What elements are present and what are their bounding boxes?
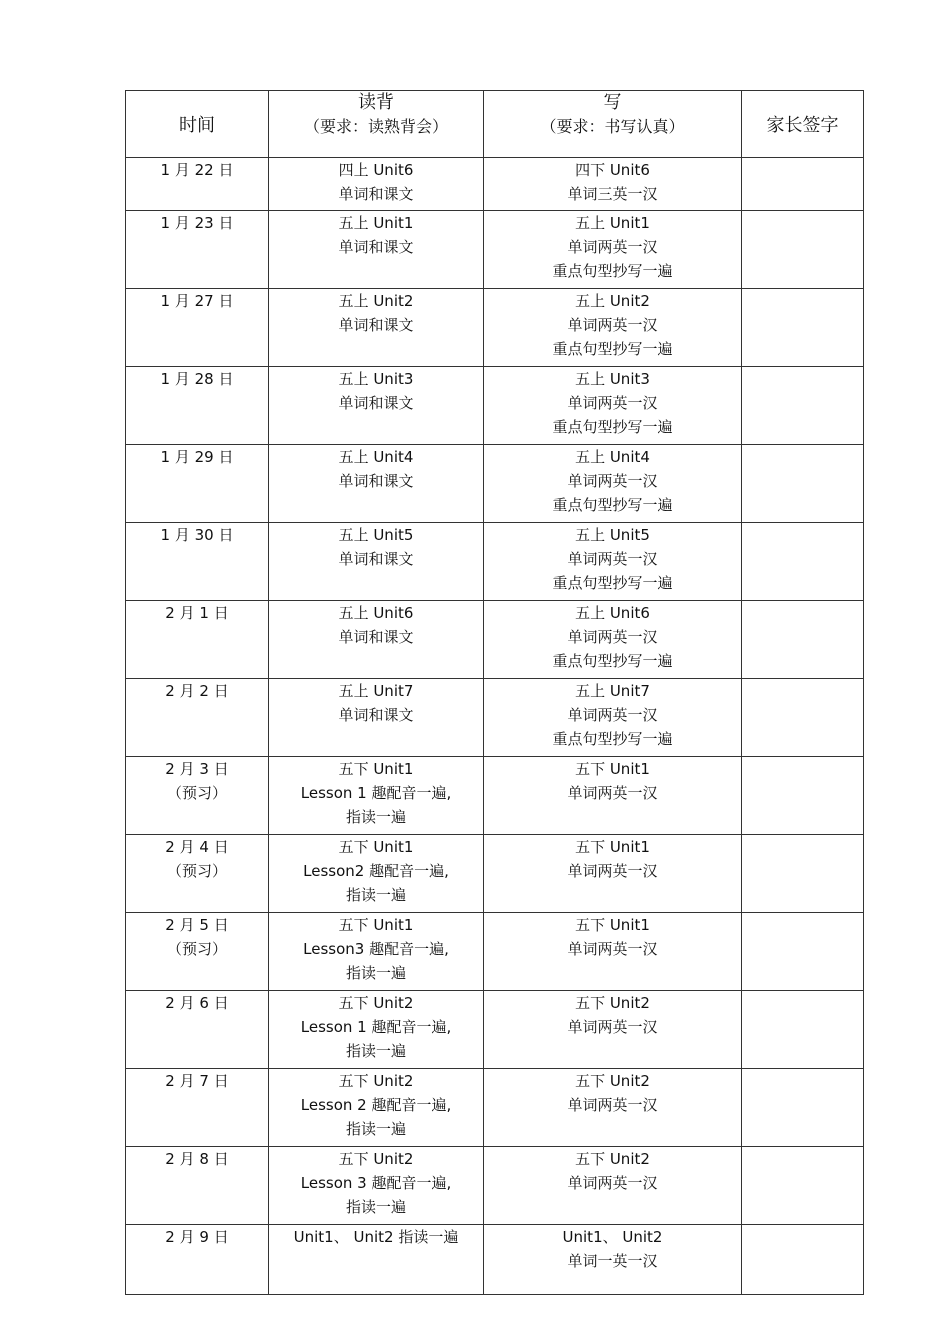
read-line: Unit1、 Unit2 指读一遍 — [293, 1228, 459, 1246]
write-cell — [484, 913, 742, 991]
table-row — [126, 1069, 864, 1147]
parent-signature-cell[interactable] — [742, 1069, 864, 1147]
parent-signature-cell[interactable] — [742, 1225, 864, 1295]
table-row — [126, 601, 864, 679]
date-cell — [126, 289, 269, 367]
write-line: 五上 Unit4 — [575, 448, 650, 466]
parent-signature-cell[interactable] — [742, 445, 864, 523]
date-cell — [126, 679, 269, 757]
write-line: 单词两英一汉 — [567, 706, 658, 724]
read-cell — [269, 1147, 484, 1225]
header-write-title: 写 — [603, 92, 622, 113]
read-line: 五下 Unit1 — [338, 760, 414, 778]
read-line: 指读一遍 — [345, 1120, 406, 1138]
write-cell — [484, 367, 742, 445]
write-line: 重点句型抄写一遍 — [552, 418, 673, 436]
read-cell — [269, 158, 484, 211]
date-cell — [126, 445, 269, 523]
write-line: 重点句型抄写一遍 — [552, 496, 673, 514]
read-line: 五上 Unit2 — [338, 292, 414, 310]
write-line: 重点句型抄写一遍 — [552, 340, 673, 358]
write-line: 重点句型抄写一遍 — [552, 262, 673, 280]
parent-signature-cell[interactable] — [742, 289, 864, 367]
date-text: 2 月 7 日 — [165, 1072, 229, 1090]
write-cell — [484, 523, 742, 601]
write-line: 单词两英一汉 — [567, 238, 658, 256]
date-text: 2 月 1 日 — [165, 604, 229, 622]
table-row — [126, 367, 864, 445]
read-line: 单词和课文 — [338, 316, 414, 334]
header-write — [484, 91, 742, 158]
read-line: 五上 Unit5 — [338, 526, 414, 544]
write-line: 单词一英一汉 — [567, 1252, 658, 1270]
read-line: 单词和课文 — [338, 706, 414, 724]
read-line: 单词和课文 — [338, 472, 414, 490]
header-read-title: 读背 — [358, 92, 394, 113]
table-row — [126, 211, 864, 289]
write-line: 单词两英一汉 — [567, 316, 658, 334]
write-line: 五下 Unit1 — [575, 760, 650, 778]
read-line: 四上 Unit6 — [338, 161, 414, 179]
read-cell — [269, 601, 484, 679]
read-cell — [269, 913, 484, 991]
write-line: 五下 Unit2 — [575, 1072, 650, 1090]
write-line: 单词两英一汉 — [567, 1018, 658, 1036]
table-row — [126, 289, 864, 367]
read-cell — [269, 445, 484, 523]
header-row — [126, 91, 864, 158]
date-cell — [126, 367, 269, 445]
write-line: 五上 Unit6 — [575, 604, 650, 622]
read-line: 五下 Unit1 — [338, 838, 414, 856]
write-cell — [484, 757, 742, 835]
date-cell — [126, 601, 269, 679]
read-line: 五下 Unit2 — [338, 1072, 414, 1090]
read-cell — [269, 1225, 484, 1295]
table-row — [126, 757, 864, 835]
date-text: 1 月 22 日 — [160, 161, 234, 179]
parent-signature-cell[interactable] — [742, 367, 864, 445]
read-line: 指读一遍 — [345, 808, 406, 826]
write-line: 单词两英一汉 — [567, 1096, 658, 1114]
write-cell — [484, 835, 742, 913]
table-row — [126, 445, 864, 523]
read-line: 五下 Unit1 — [338, 916, 414, 934]
read-cell — [269, 991, 484, 1069]
write-line: 五下 Unit1 — [575, 838, 650, 856]
read-line: Lesson 3 趣配音一遍, — [300, 1174, 452, 1192]
table-row — [126, 835, 864, 913]
read-line: 单词和课文 — [338, 628, 414, 646]
date-text: 1 月 23 日 — [160, 214, 234, 232]
parent-signature-cell[interactable] — [742, 913, 864, 991]
read-line: Lesson2 趣配音一遍, — [303, 862, 449, 880]
date-cell — [126, 1069, 269, 1147]
read-line: 单词和课文 — [338, 185, 414, 203]
date-cell — [126, 913, 269, 991]
read-cell — [269, 523, 484, 601]
write-line: 五下 Unit2 — [575, 1150, 650, 1168]
date-cell — [126, 835, 269, 913]
write-cell — [484, 679, 742, 757]
read-cell — [269, 289, 484, 367]
write-line: 重点句型抄写一遍 — [552, 730, 673, 748]
parent-signature-cell[interactable] — [742, 835, 864, 913]
date-text: 1 月 27 日 — [160, 292, 234, 310]
date-text: 2 月 4 日 — [165, 838, 229, 856]
date-cell — [126, 1147, 269, 1225]
write-cell — [484, 289, 742, 367]
parent-signature-cell[interactable] — [742, 679, 864, 757]
parent-signature-cell[interactable] — [742, 991, 864, 1069]
header-read-requirement: （要求：读熟背会） — [303, 117, 448, 136]
header-read — [269, 91, 484, 158]
write-cell — [484, 158, 742, 211]
header-write-requirement: （要求：书写认真） — [540, 117, 685, 136]
date-cell — [126, 158, 269, 211]
table-row — [126, 679, 864, 757]
date-text: 2 月 8 日 — [165, 1150, 229, 1168]
table-row — [126, 991, 864, 1069]
schedule-table — [125, 90, 864, 1295]
read-cell — [269, 367, 484, 445]
header-time-label: 时间 — [179, 115, 215, 136]
date-text: 2 月 9 日 — [165, 1228, 229, 1246]
date-cell — [126, 523, 269, 601]
date-text: 1 月 28 日 — [160, 370, 234, 388]
date-cell — [126, 1225, 269, 1295]
parent-signature-cell[interactable] — [742, 757, 864, 835]
read-line: 五上 Unit1 — [338, 214, 414, 232]
header-sign — [742, 91, 864, 158]
read-cell — [269, 757, 484, 835]
read-line: 五上 Unit6 — [338, 604, 414, 622]
header-time — [126, 91, 269, 158]
read-line: Lesson3 趣配音一遍, — [303, 940, 449, 958]
write-cell — [484, 445, 742, 523]
write-cell — [484, 601, 742, 679]
date-cell — [126, 211, 269, 289]
date-text: 2 月 6 日 — [165, 994, 229, 1012]
table-row — [126, 1225, 864, 1295]
write-line: 单词两英一汉 — [567, 784, 658, 802]
write-cell — [484, 1225, 742, 1295]
date-note: （预习） — [166, 862, 227, 880]
read-line: 五上 Unit3 — [338, 370, 414, 388]
read-line: Lesson 1 趣配音一遍, — [300, 1018, 452, 1036]
write-line: 五上 Unit2 — [575, 292, 650, 310]
read-cell — [269, 679, 484, 757]
write-line: 单词两英一汉 — [567, 862, 658, 880]
header-sign-label: 家长签字 — [766, 115, 839, 136]
table-row — [126, 913, 864, 991]
read-line: 指读一遍 — [345, 1042, 406, 1060]
write-cell — [484, 1069, 742, 1147]
date-note: （预习） — [166, 940, 227, 958]
write-line: 五上 Unit5 — [575, 526, 650, 544]
write-line: 五上 Unit7 — [575, 682, 650, 700]
write-line: 五下 Unit2 — [575, 994, 650, 1012]
write-line: 单词两英一汉 — [567, 394, 658, 412]
table-row — [126, 1147, 864, 1225]
table-row — [126, 523, 864, 601]
write-line: 单词两英一汉 — [567, 472, 658, 490]
read-line: 单词和课文 — [338, 238, 414, 256]
write-line: 五上 Unit1 — [575, 214, 650, 232]
date-text: 1 月 29 日 — [160, 448, 234, 466]
parent-signature-cell[interactable] — [742, 158, 864, 211]
write-line: 五下 Unit1 — [575, 916, 650, 934]
write-line: 重点句型抄写一遍 — [552, 652, 673, 670]
date-cell — [126, 991, 269, 1069]
write-line: 单词两英一汉 — [567, 628, 658, 646]
write-line: 单词两英一汉 — [567, 550, 658, 568]
write-line: 五上 Unit3 — [575, 370, 650, 388]
parent-signature-cell[interactable] — [742, 211, 864, 289]
read-line: 五上 Unit7 — [338, 682, 414, 700]
parent-signature-cell[interactable] — [742, 523, 864, 601]
read-line: Lesson 2 趣配音一遍, — [300, 1096, 452, 1114]
read-line: 五上 Unit4 — [338, 448, 414, 466]
read-line: 五下 Unit2 — [338, 1150, 414, 1168]
parent-signature-cell[interactable] — [742, 601, 864, 679]
read-line: 指读一遍 — [345, 964, 406, 982]
read-line: 五下 Unit2 — [338, 994, 414, 1012]
write-line: 单词两英一汉 — [567, 940, 658, 958]
date-text: 1 月 30 日 — [160, 526, 234, 544]
write-cell — [484, 211, 742, 289]
write-cell — [484, 1147, 742, 1225]
write-line: 四下 Unit6 — [575, 161, 650, 179]
read-cell — [269, 1069, 484, 1147]
read-cell — [269, 211, 484, 289]
write-line: 单词两英一汉 — [567, 1174, 658, 1192]
date-note: （预习） — [166, 784, 227, 802]
read-line: 指读一遍 — [345, 1198, 406, 1216]
read-line: 单词和课文 — [338, 394, 414, 412]
write-line: Unit1、 Unit2 — [562, 1228, 663, 1246]
read-line: 单词和课文 — [338, 550, 414, 568]
schedule-body — [126, 158, 864, 1295]
parent-signature-cell[interactable] — [742, 1147, 864, 1225]
write-line: 单词三英一汉 — [567, 185, 658, 203]
write-cell — [484, 991, 742, 1069]
write-line: 重点句型抄写一遍 — [552, 574, 673, 592]
date-text: 2 月 3 日 — [165, 760, 229, 778]
read-cell — [269, 835, 484, 913]
read-line: 指读一遍 — [345, 886, 406, 904]
table-row — [126, 158, 864, 211]
date-cell — [126, 757, 269, 835]
date-text: 2 月 2 日 — [165, 682, 229, 700]
date-text: 2 月 5 日 — [165, 916, 229, 934]
read-line: Lesson 1 趣配音一遍, — [300, 784, 452, 802]
